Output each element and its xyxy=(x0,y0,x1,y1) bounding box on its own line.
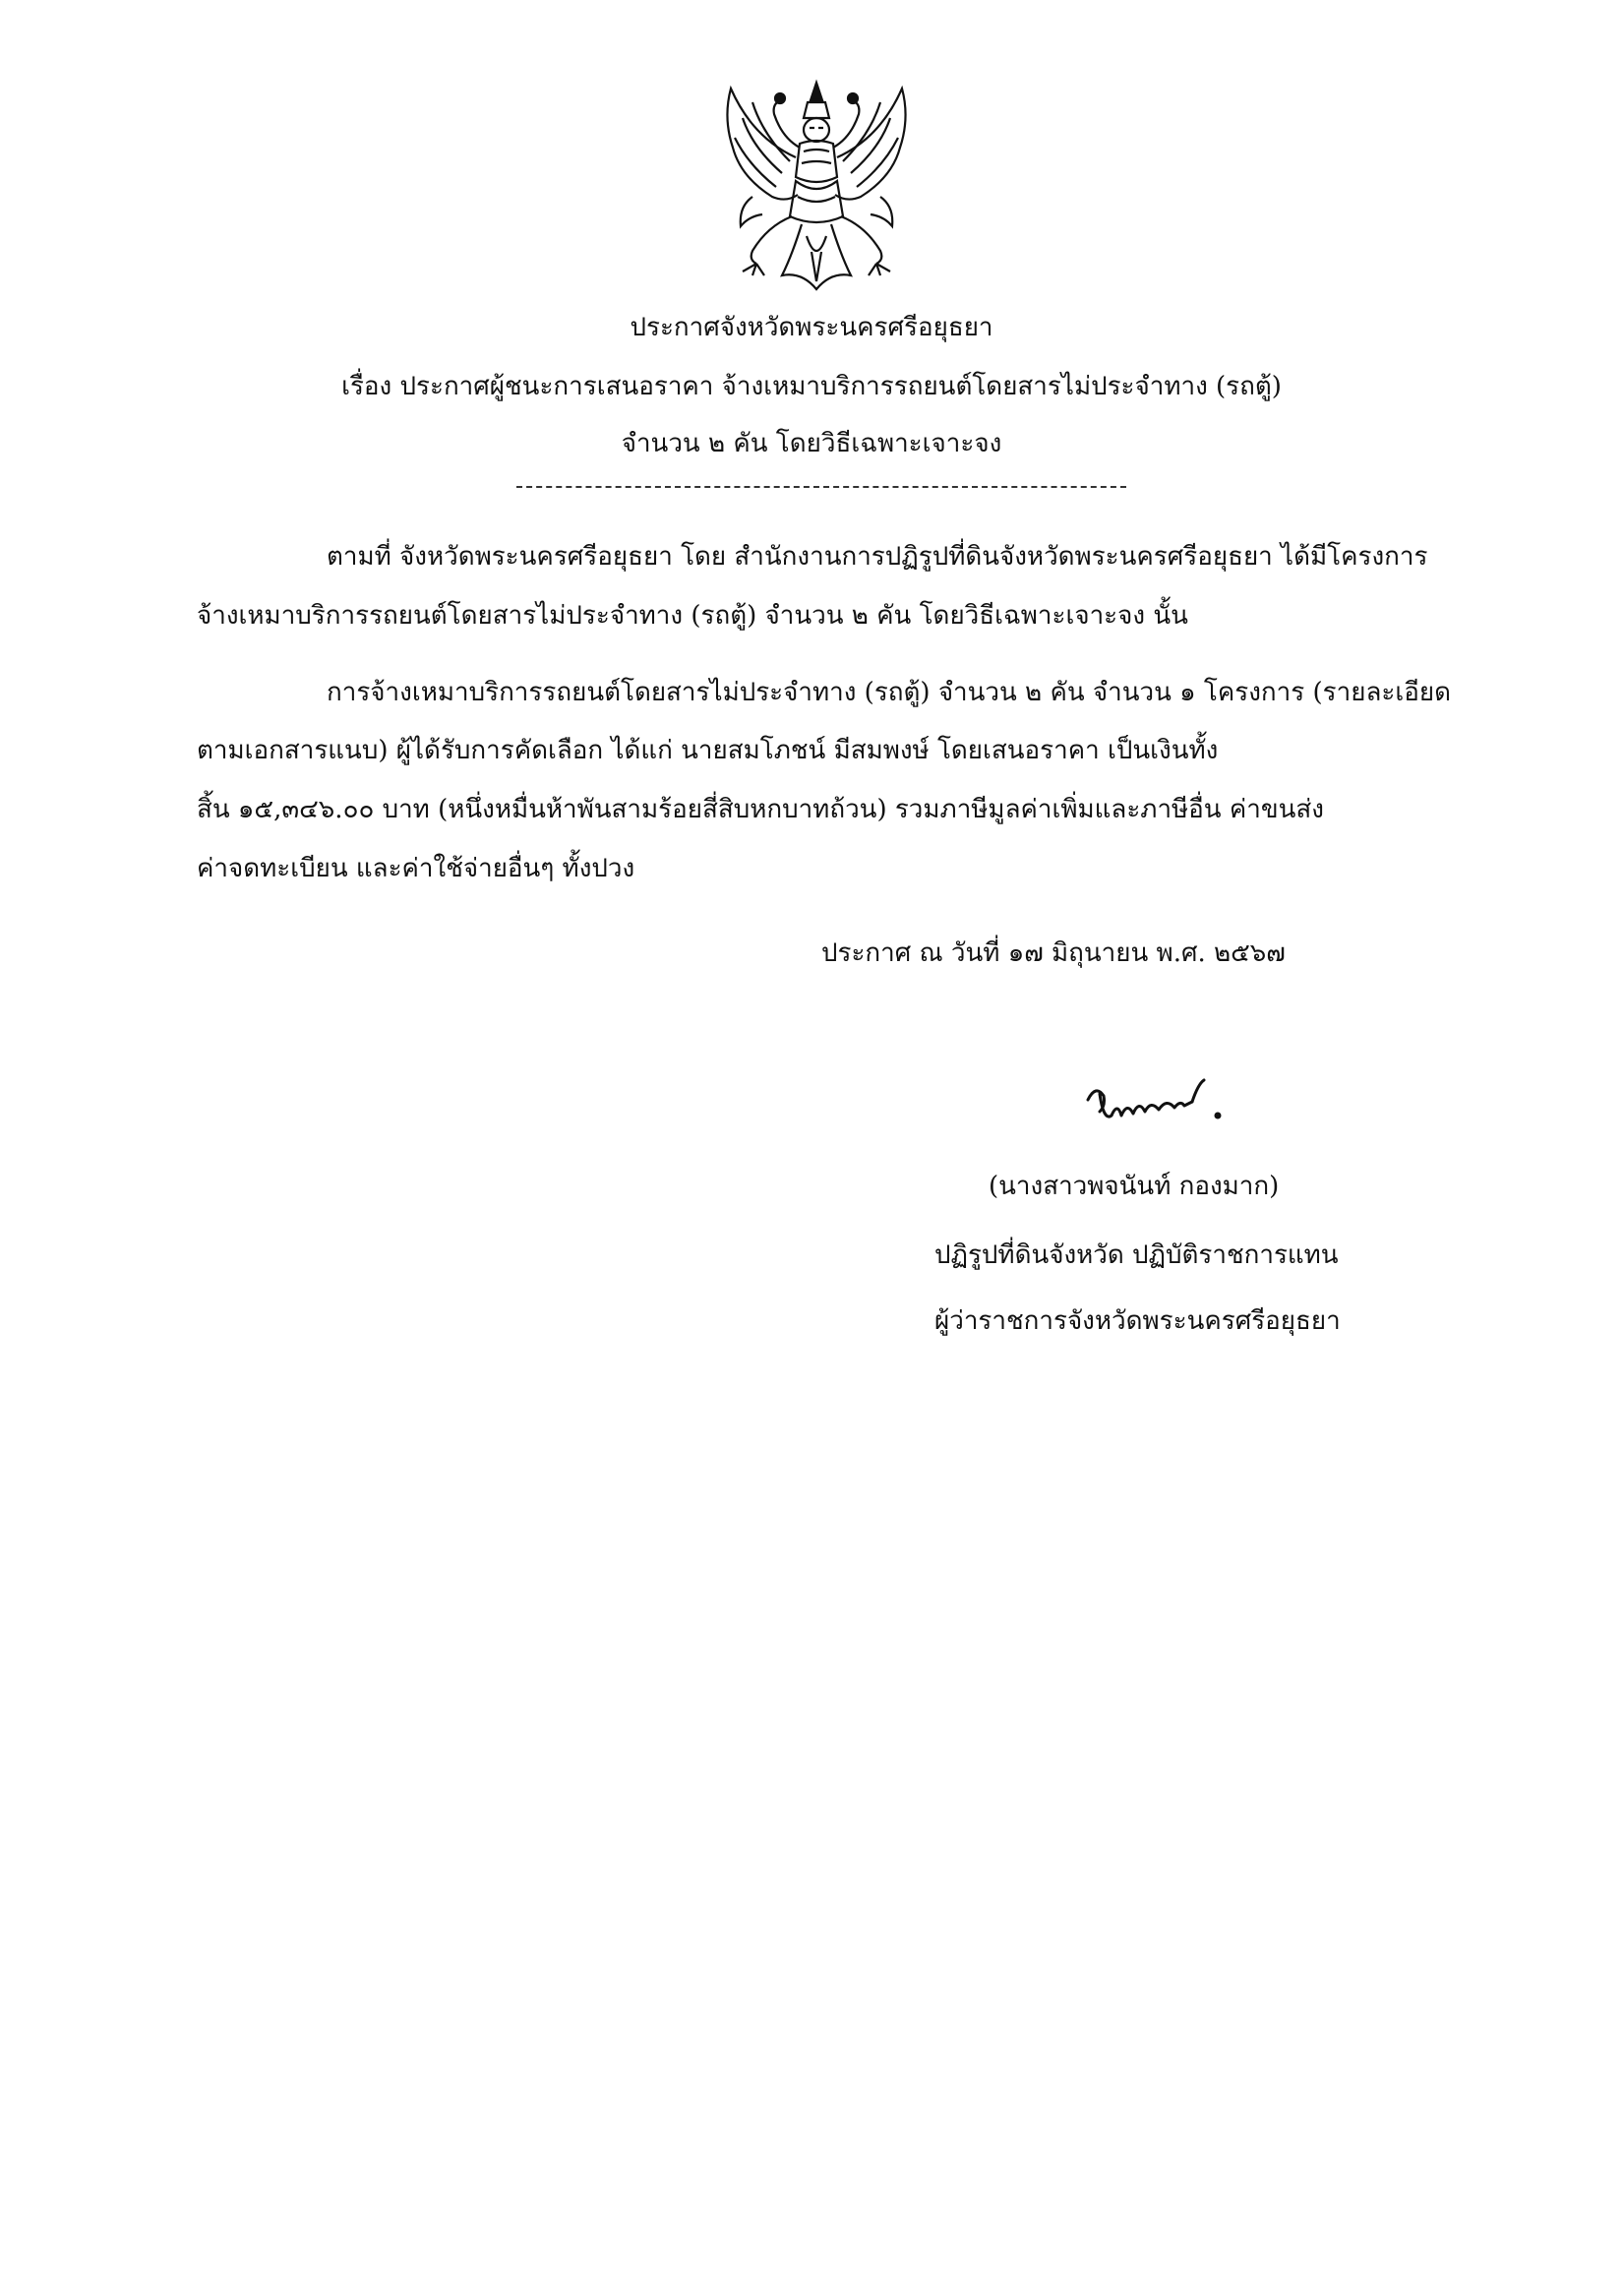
document-subject: เรื่อง ประกาศผู้ชนะการเสนอราคา จ้างเหมาบริการรถยนต์โดยสารไม่ประจำทาง (รถตู้) xyxy=(341,372,1282,401)
document-subject-line2: จำนวน ๒ คัน โดยวิธีเฉพาะเจาะจง xyxy=(621,429,1002,458)
paragraph-2-line-1: การจ้างเหมาบริการรถยนต์โดยสารไม่ประจำทาง (รถตู้) จำนวน ๒ คัน จำนวน ๑ โครงการ (รายละเอียด xyxy=(327,678,1451,707)
signatory-position-line-2: ผู้ว่าราชการจังหวัดพระนครศรีอยุธยา xyxy=(934,1306,1341,1336)
paragraph-2-line-2: ตามเอกสารแนบ) ผู้ได้รับการคัดเลือก ได้แก่ นายสมโภชน์ มีสมพงษ์ โดยเสนอราคา เป็นเงินทั้ง xyxy=(197,736,1219,765)
announcement-date: ประกาศ ณ วันที่ ๑๗ มิถุนายน พ.ศ. ๒๕๖๗ xyxy=(821,938,1286,968)
garuda-emblem-icon xyxy=(713,79,920,305)
document-title: ประกาศจังหวัดพระนครศรีอยุธยา xyxy=(630,313,993,342)
separator-rule xyxy=(516,486,1126,488)
signatory-position-line-1: ปฏิรูปที่ดินจังหวัด ปฏิบัติราชการแทน xyxy=(934,1240,1339,1270)
paragraph-1-line-1: ตามที่ จังหวัดพระนครศรีอยุธยา โดย สำนักงานการปฏิรูปที่ดินจังหวัดพระนครศรีอยุธยา ได้มีโครงการ xyxy=(327,542,1428,572)
paragraph-2-line-4: ค่าจดทะเบียน และค่าใช้จ่ายอื่นๆ ทั้งปวง xyxy=(197,854,635,883)
signatory-name: (นางสาวพจนันท์ กองมาก) xyxy=(989,1172,1280,1201)
paragraph-2-line-3: สิ้น ๑๕,๓๔๖.๐๐ บาท (หนึ่งหมื่นห้าพันสามร้อยสี่สิบหกบาทถ้วน) รวมภาษีมูลค่าเพิ่มและภาษีอื่น ค่าขนส่ง xyxy=(197,795,1324,824)
handwritten-signature-icon xyxy=(1082,1072,1254,1131)
paragraph-1-line-2: จ้างเหมาบริการรถยนต์โดยสารไม่ประจำทาง (รถตู้) จำนวน ๒ คัน โดยวิธีเฉพาะเจาะจง นั้น xyxy=(197,601,1188,631)
